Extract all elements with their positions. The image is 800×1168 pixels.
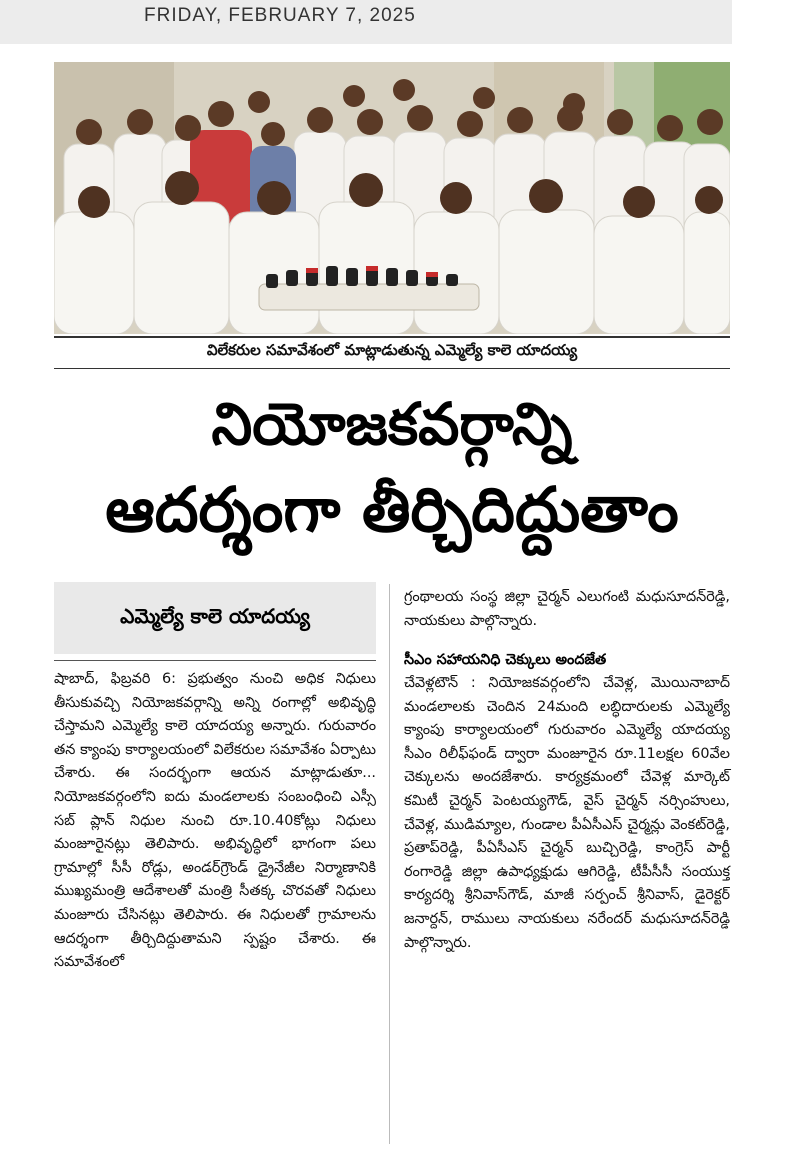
article-right-top-text: గ్రంథాలయ సంస్థ జిల్లా చైర్మన్ ఎలుగంటి మధుసూదన్‌రెడ్డి, నాయకులు పాల్గొన్నారు. xyxy=(404,589,730,629)
headline-line-2: ఆదర్శంగా తీర్చిదిద్దుతాం xyxy=(105,473,679,546)
byline: ఎమ్మెల్యే కాలె యాదయ్య xyxy=(120,604,310,628)
column-divider xyxy=(389,584,390,1144)
news-photo xyxy=(54,62,730,334)
caption-rule-top xyxy=(54,336,730,338)
article-right-body xyxy=(404,672,730,955)
article-subhead: సీఎం సహాయనిధి చెక్కులు అందజేత xyxy=(404,652,607,668)
article-right-top xyxy=(404,586,730,633)
article-left-column xyxy=(54,668,376,975)
byline-box xyxy=(54,582,376,654)
photo-caption: విలేకరుల సమావేశంలో మాట్లాడుతున్న ఎమ్మెల్యే కాలె యాదయ్య xyxy=(206,341,578,359)
article-left-text: షాబాద్, ఫిబ్రవరి 6: ప్రభుత్వం నుంచి అధిక నిధులు తీసుకువచ్చి నియోజకవర్గాన్ని అన్ని రంగాల్లో అభివృద్ధి చేస్తామని ఎమ్మెల్యే కాలె యాదయ్య అన్నారు. గురువారం తన క్యాంపు కార్యాలయంలో విలేకరుల సమావేశం ఏర్పాటు చేశారు. ఈ సందర్భంగా ఆయన మాట్లాడుతూ... నియోజకవర్గంలోని ఐదు మండలాలకు సంబంధించి ఎస్సీ సబ్ ప్లాన్ నిధుల నుంచి రూ.10.40కోట్లు నిధులు మంజూరైనట్లు తెలిపారు. అభివృద్ధిలో భాగంగా పలు గ్రామాల్లో సీసీ రోడ్లు, అండర్‌గ్రౌండ్ డ్రైనేజీల నిర్మాణానికి ముఖ్యమంత్రి ఆదేశాలతో మంత్రి సీతక్క చొరవతో నిధులు మంజూరు చేసినట్లు తెలిపారు. ఈ నిధులతో గ్రామాలను ఆదర్శంగా తీర్చిదిద్దుతామని స్పష్టం చేశారు. ఈ సమావేశంలో xyxy=(54,671,376,971)
headline-line-1: నియోజకవర్గాన్ని xyxy=(211,390,573,458)
date-line: FRIDAY, FEBRUARY 7, 2025 xyxy=(144,5,416,26)
date-strip xyxy=(0,0,732,44)
article-right-body-text: చేవెళ్లటౌన్ : నియోజకవర్గంలోని చేవెళ్ల, మొయినాబాద్ మండలాలకు చెందిన 24మంది లబ్ధిదారులకు ఎమ్మెల్యే క్యాంపు కార్యాలయంలో గురువారం ఎమ్మెల్యే యాదయ్య సీఎం రిలీఫ్‌ఫండ్ ద్వారా మంజూరైన రూ.11లక్షల 60వేల చెక్కులను అందజేశారు. కార్యక్రమంలో చేవెళ్ల మార్కెట్ కమిటీ చైర్మన్ పెంటయ్యగౌడ్, వైస్ చైర్మన్ నర్సింహులు, చేవెళ్ల, ముడిమ్యాల, గుండాల పీఏసీఎస్ చైర్మన్లు వెంకట్‌రెడ్డి, ప్రతాప్‌రెడ్డి, పీఏసీఎస్ చైర్మన్ బుచ్చిరెడ్డి, కాంగ్రెస్ పార్టీ రంగారెడ్డి జిల్లా ఉపాధ్యక్షుడు ఆగిరెడ్డి, టీపీసీసీ సంయుక్త కార్యదర్శి శ్రీనివాస్‌గౌడ్, మాజీ సర్పంచ్ శ్రీనివాస్, డైరెక్టర్ జనార్దన్, రాములు నాయకులు నరేందర్ మధుసూదన్‌రెడ్డి పాల్గొన్నారు. xyxy=(404,675,730,951)
byline-rule xyxy=(54,660,376,661)
caption-rule-bottom xyxy=(54,368,730,369)
